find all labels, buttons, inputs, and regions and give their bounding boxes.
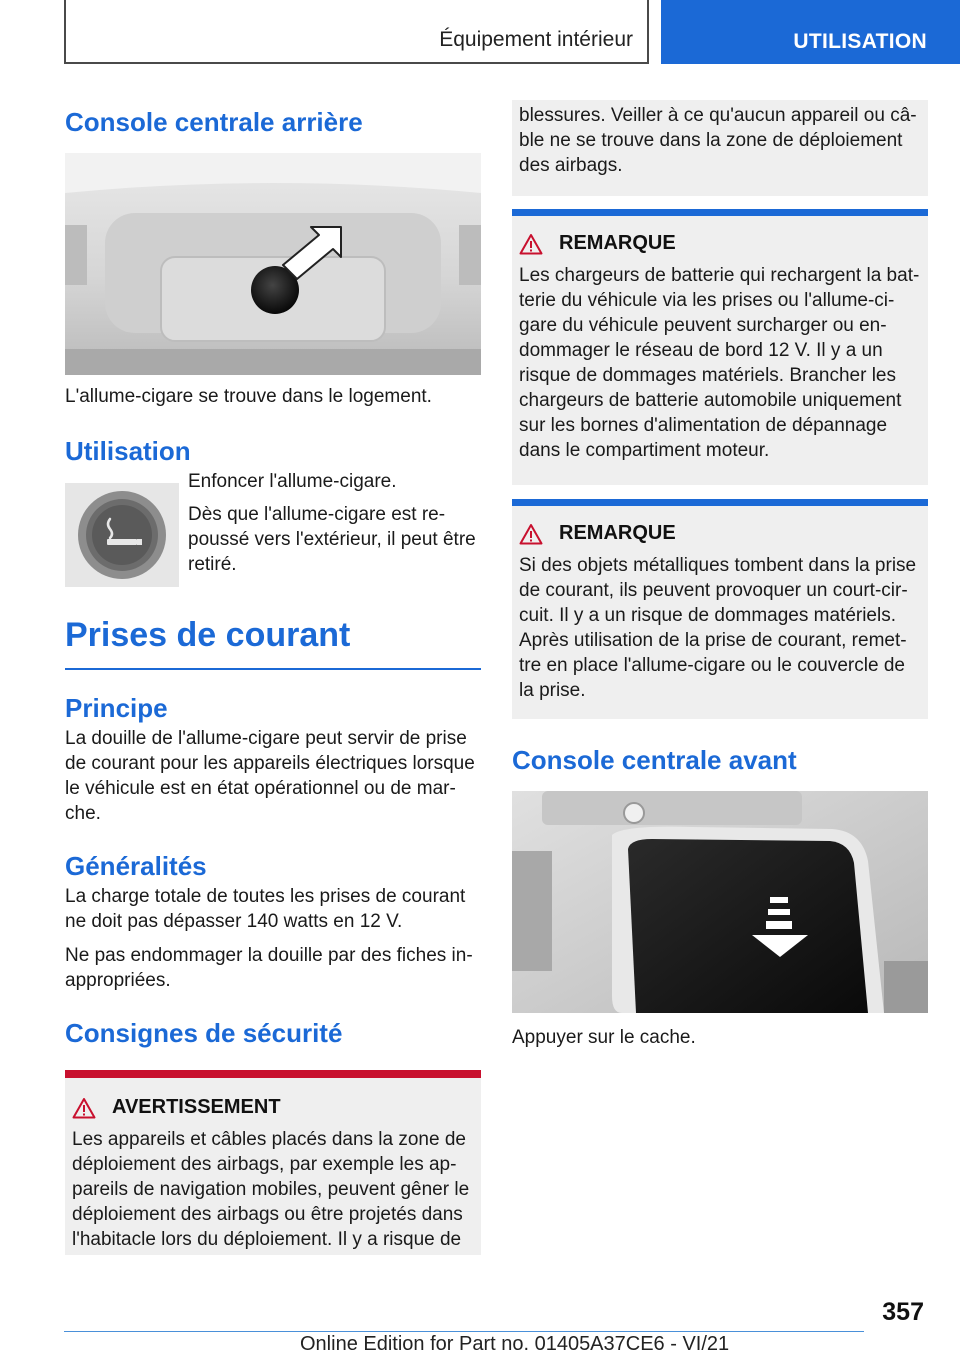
left-column bbox=[65, 100, 481, 1255]
note-2-text: Si des objets métalliques tombent dans la prise de courant, ils peuvent provoquer un court-circuit. Il y a un risque de dommages matériels. Après utilisation de la prise de courant, remettre en place l'allume-cigare ou le couvercle de la prise. bbox=[519, 555, 917, 701]
rear-console-heading: Console centrale arrière bbox=[65, 107, 363, 137]
general-text-1: La charge totale de toutes les prises de courant ne doit pas dépasser 140 watts en 12 V. bbox=[65, 886, 466, 932]
usage-block bbox=[65, 469, 481, 587]
header-chapter-label: UTILISATION bbox=[793, 30, 927, 53]
footer-edition: Online Edition for Part no. 01405A37CE6 - VI/21 bbox=[300, 1333, 730, 1355]
notice-triangle-icon bbox=[519, 523, 543, 545]
rear-console-illustration bbox=[65, 153, 481, 375]
footer-rule bbox=[64, 1331, 864, 1332]
principle-heading: Principe bbox=[65, 693, 168, 723]
note-1-rule bbox=[512, 209, 928, 216]
note-box-2 bbox=[512, 499, 928, 719]
header-section-title: Équipement intérieur bbox=[439, 28, 633, 51]
right-column bbox=[512, 100, 928, 1050]
notice-triangle-icon bbox=[519, 233, 543, 255]
front-console-heading: Console centrale avant bbox=[512, 745, 797, 775]
warning-triangle-icon bbox=[72, 1097, 96, 1119]
header-section-box bbox=[64, 0, 649, 64]
lighter-button-photo bbox=[65, 483, 179, 587]
outlets-heading: Prises de courant bbox=[65, 616, 351, 654]
usage-step-2: Dès que l'allume-cigare est repoussé vers l'extérieur, il peut être retiré. bbox=[188, 504, 476, 575]
rear-console-photo bbox=[65, 153, 481, 375]
note-1-title: REMARQUE bbox=[559, 232, 676, 254]
warning-title: AVERTISSEMENT bbox=[112, 1096, 281, 1118]
header-chapter-tab bbox=[661, 0, 960, 64]
front-console-photo bbox=[512, 791, 928, 1013]
usage-step-1: Enfoncer l'allume-cigare. bbox=[188, 471, 397, 492]
note-1-text: Les chargeurs de batterie qui rechargent la batterie du véhicule via les prises ou l'allume-cigare du véhicule peuvent surcharger ou endommager le réseau de bord 12 V. Il y a un risque de dommages matériels. Brancher les chargeurs de batterie automobile uniquement sur les bornes d'alimentation de dépannage dans le compartiment moteur. bbox=[519, 265, 920, 461]
cigarette-lighter-icon bbox=[65, 483, 179, 587]
front-console-caption: Appuyer sur le cache. bbox=[512, 1027, 696, 1048]
general-text-2: Ne pas endommager la douille par des fiches inappropriées. bbox=[65, 945, 473, 991]
warning-continuation-box bbox=[512, 100, 928, 196]
page-number: 357 bbox=[882, 1298, 924, 1326]
note-2-rule bbox=[512, 499, 928, 506]
usage-heading: Utilisation bbox=[65, 436, 191, 466]
note-2-title: REMARQUE bbox=[559, 522, 676, 544]
front-console-illustration bbox=[512, 791, 928, 1013]
warning-continuation-text: blessures. Veiller à ce qu'aucun appareil ou câble ne se trouve dans la zone de déploiement des airbags. bbox=[519, 105, 917, 176]
principle-text: La douille de l'allume-cigare peut servir de prise de courant pour les appareils électriques lorsque le véhicule est en état opérationnel ou de marche. bbox=[65, 728, 475, 824]
outlets-heading-rule bbox=[65, 668, 481, 670]
warning-text: Les appareils et câbles placés dans la zone de déploiement des airbags, par exemple les appareils de navigation mobiles, peuvent gêner le déploiement des airbags ou être projetés dans l'habitacle lors du déploiement. Il y a risque de bbox=[72, 1129, 470, 1250]
rear-console-caption: L'allume-cigare se trouve dans le logement. bbox=[65, 386, 432, 407]
note-box-1 bbox=[512, 209, 928, 485]
general-heading: Généralités bbox=[65, 851, 207, 881]
warning-rule bbox=[65, 1070, 481, 1078]
safety-heading: Consignes de sécurité bbox=[65, 1018, 343, 1048]
warning-box bbox=[65, 1070, 481, 1255]
